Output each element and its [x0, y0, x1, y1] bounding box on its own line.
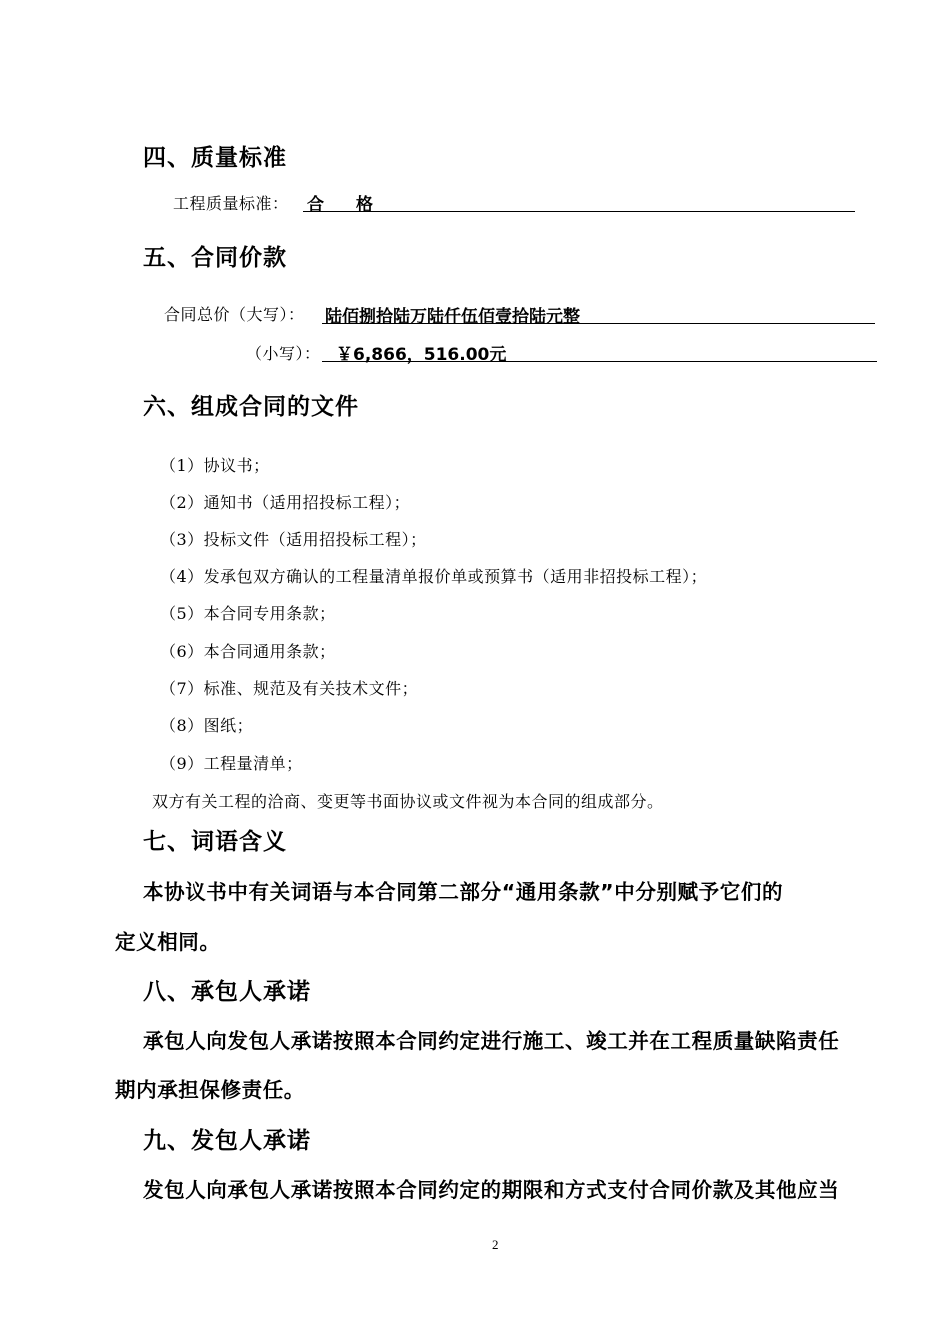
contractor-paragraph-line1: 承包人向发包人承诺按照本合同约定进行施工、竣工并在工程质量缺陷责任 — [143, 1029, 840, 1053]
document-item: （3）投标文件（适用招投标工程）； — [160, 530, 427, 549]
document-item: （5）本合同专用条款； — [160, 604, 336, 623]
page-number: 2 — [492, 1237, 499, 1252]
total-price-value: 陆佰捌拾陆万陆仟伍佰壹拾陆元整 — [325, 307, 580, 327]
total-price-label: 合同总价（大写）： — [164, 305, 305, 324]
small-price-value: ￥6,866，516.00元 — [336, 345, 507, 365]
section-heading-terms: 七、词语含义 — [143, 829, 287, 855]
document-item: （1）协议书； — [160, 456, 270, 475]
total-price-underline — [322, 323, 875, 324]
quality-standard-label: 工程质量标准： — [173, 194, 289, 213]
documents-note: 双方有关工程的洽商、变更等书面协议或文件视为本合同的组成部分。 — [152, 792, 664, 811]
terms-paragraph-line2: 定义相同。 — [115, 930, 221, 954]
quality-standard-value-part1: 合 — [307, 195, 324, 215]
document-item: （8）图纸； — [160, 716, 254, 735]
quality-standard-underline — [303, 211, 855, 212]
section-heading-employer: 九、发包人承诺 — [143, 1128, 311, 1154]
document-item: （4）发承包双方确认的工程量清单报价单或预算书（适用非招投标工程）； — [160, 567, 708, 586]
terms-paragraph-line1: 本协议书中有关词语与本合同第二部分“通用条款”中分别赋予它们的 — [143, 880, 784, 904]
section-heading-price: 五、合同价款 — [143, 245, 287, 271]
section-heading-contractor: 八、承包人承诺 — [143, 979, 311, 1005]
quality-standard-value-part2: 格 — [356, 195, 373, 215]
employer-paragraph-line1: 发包人向承包人承诺按照本合同约定的期限和方式支付合同价款及其他应当 — [143, 1178, 840, 1202]
small-price-underline — [322, 361, 877, 362]
document-item: （7）标准、规范及有关技术文件； — [160, 679, 419, 698]
document-item: （9）工程量清单； — [160, 754, 303, 773]
contractor-paragraph-line2: 期内承担保修责任。 — [115, 1078, 305, 1102]
section-heading-quality: 四、质量标准 — [143, 145, 287, 171]
small-price-label: （小写）： — [246, 344, 321, 363]
document-item: （6）本合同通用条款； — [160, 642, 336, 661]
document-item: （2）通知书（适用招投标工程）； — [160, 493, 411, 512]
section-heading-documents: 六、组成合同的文件 — [143, 394, 359, 420]
